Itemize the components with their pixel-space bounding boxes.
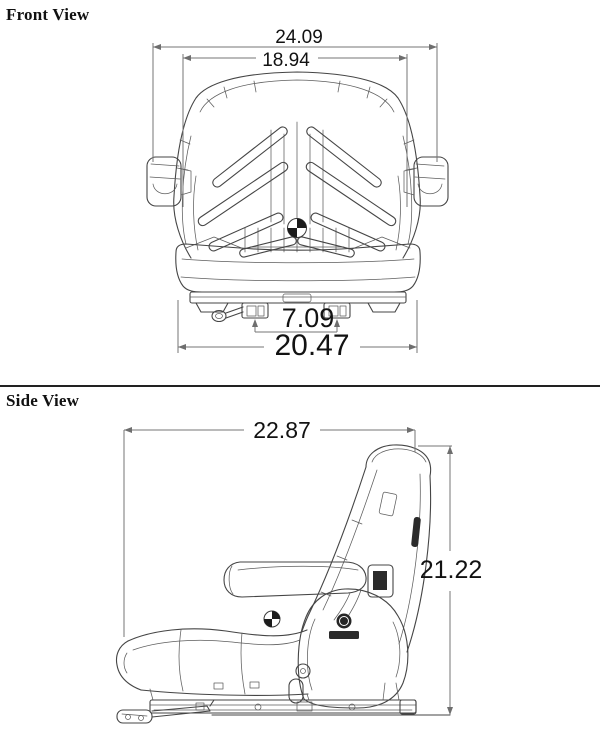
front-left-armrest	[147, 157, 191, 206]
side-dim-overall-depth	[124, 417, 415, 637]
front-view-title: Front View	[6, 5, 90, 24]
front-seat-art	[147, 72, 448, 322]
brand-logo-icon	[337, 614, 352, 629]
front-mount-spacing-value: 7.09	[281, 303, 335, 333]
side-dim-overall-height	[418, 446, 482, 715]
front-overall-width-value: 24.09	[275, 27, 323, 48]
side-armrest	[224, 562, 366, 621]
side-center-of-gravity-icon	[264, 611, 280, 627]
front-adjuster-lever	[212, 307, 243, 322]
front-center-of-gravity-icon	[288, 219, 307, 238]
side-base-rails	[150, 682, 416, 714]
recline-handle	[368, 565, 393, 597]
front-backrest-width-value: 18.94	[262, 50, 310, 71]
brand-badge	[329, 631, 359, 639]
side-view-title: Side View	[6, 391, 80, 410]
side-seat-art	[116, 445, 450, 723]
side-view-drawing	[116, 417, 482, 723]
front-base-width-value: 20.47	[274, 329, 350, 362]
side-overall-depth-value: 22.87	[253, 417, 311, 443]
front-dim-backrest-width	[183, 50, 407, 207]
side-overall-height-value: 21.22	[419, 556, 483, 584]
front-view-drawing	[147, 27, 448, 362]
recliner-side-panel	[289, 589, 408, 708]
slide-lever	[117, 700, 214, 723]
